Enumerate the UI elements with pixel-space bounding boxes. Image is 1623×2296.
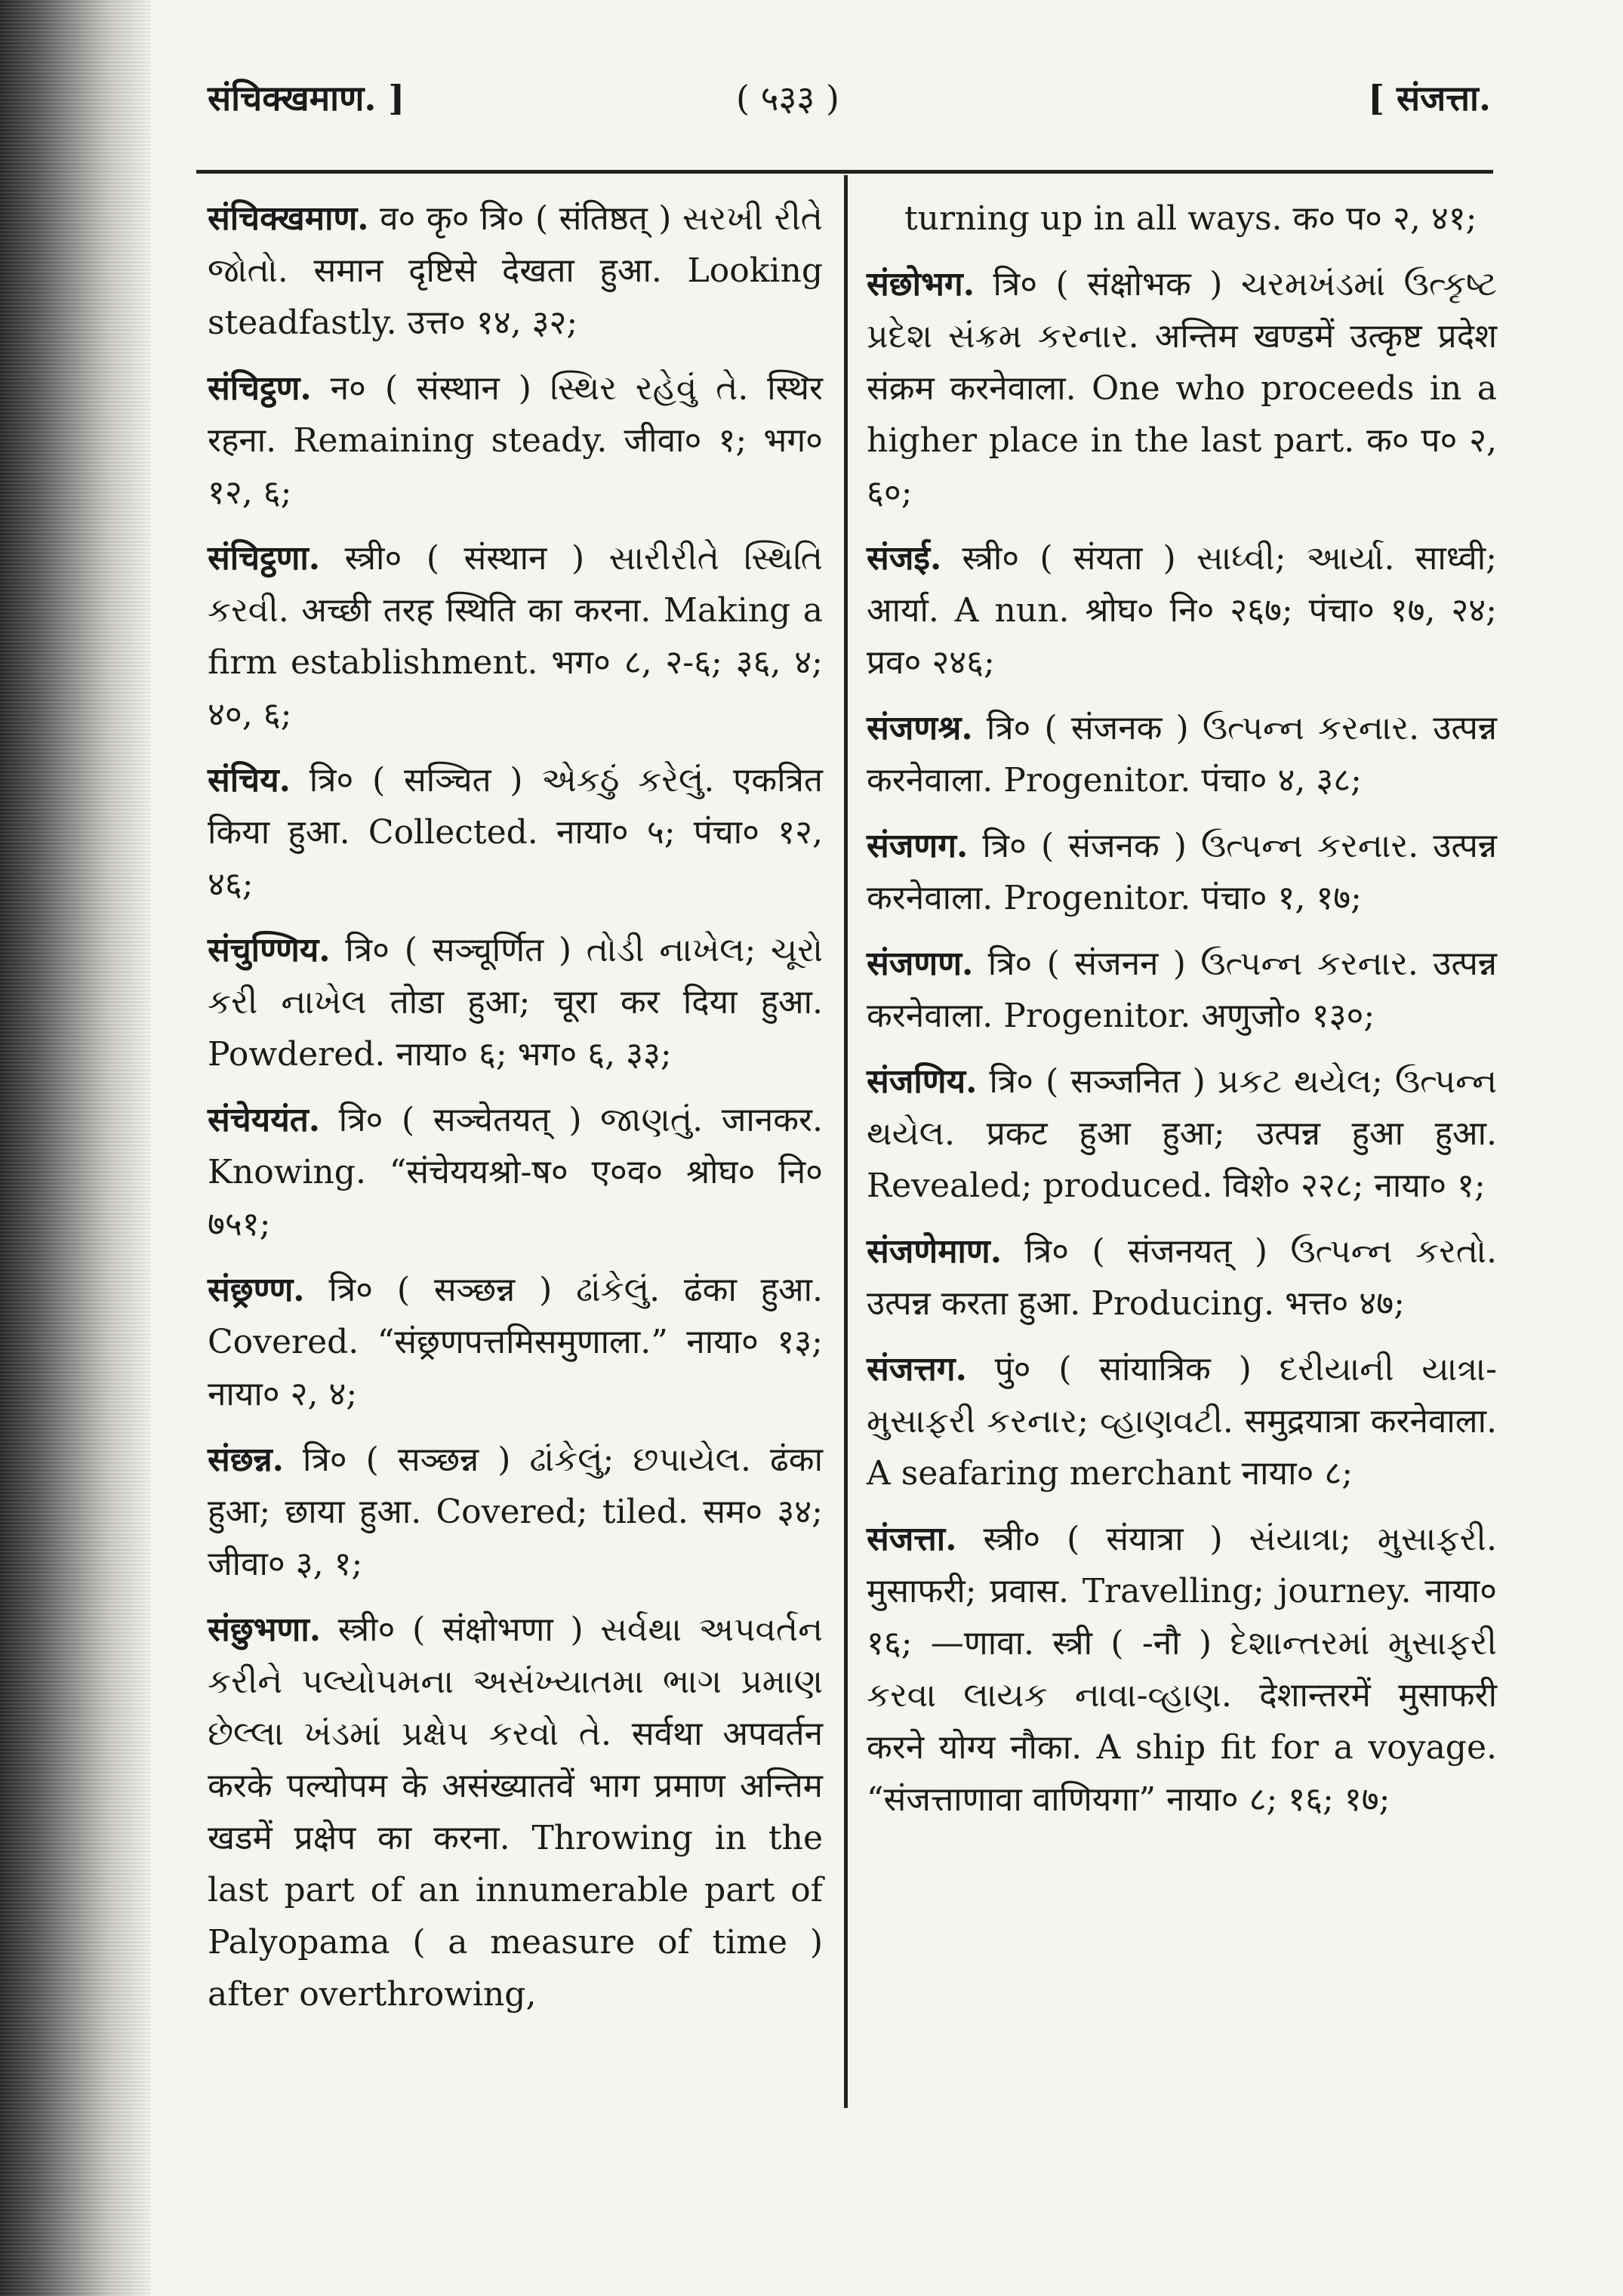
entry-headword: संजणग. [867, 827, 969, 865]
entry-headword: संचिय. [208, 761, 291, 800]
dictionary-entry [208, 1264, 823, 1420]
dictionary-entry [208, 1094, 823, 1250]
entry-headword: संचिट्ठणा. [208, 539, 321, 578]
dictionary-entry [867, 938, 1497, 1042]
dictionary-entry [208, 1604, 823, 2020]
dictionary-entry [208, 362, 823, 519]
entry-definition: स्त्री० ( संयता ) સાધ્વી; આર્યા. साध्वी; आर्या. A nun. श्रोघ० नि० २६७; पंचा० १७, २४; प्रव० २४६; [867, 539, 1497, 682]
entry-definition: त्रि० ( सञ्चूर्णित ) તોડી નાખેલ; ચૂરો કરી નાખેલ तोडा हुआ; चूरा कर दिया हुआ. Powdered. नाया० ६; भग० ६, ३३; [208, 931, 823, 1074]
entry-definition: त्रि० ( सञ्चित ) એકઠું કરેલું. एकत्रित किया हुआ. Collected. नाया० ५; पंचा० १२, ४६; [208, 761, 823, 904]
entry-headword: संजत्ता. [867, 1520, 957, 1558]
entry-headword: संचिक्खमाण. [208, 199, 369, 238]
entry-headword: संजणण. [867, 945, 974, 983]
entry-headword: संजत्तग. [867, 1350, 967, 1388]
entry-headword: संचेययंत. [208, 1101, 321, 1139]
dictionary-entry [208, 532, 823, 741]
entry-definition: त्रि० ( सञ्जनित ) પ્રકટ થયેલ; ઉત્પન્ન થયેલ. प्रकट हुआ हुआ; उत्पन्न हुआ हुआ. Revealed; produced. विशे० २२८; नाया० १; [867, 1062, 1497, 1205]
entry-definition: त्रि० ( संजनन ) ઉત્પન્ન કરનાર. उत्पन्न करनेवाला. Progenitor. अणुजो० १३०; [867, 945, 1497, 1035]
entry-definition: त्रि० ( संजनक ) ઉત્પન્ન કરનાર. उत्पन्न करनेवाला. Progenitor. पंचा० ४, ३८; [867, 709, 1497, 800]
dictionary-entry [867, 1513, 1497, 1826]
entry-headword: संजणेमाण. [867, 1232, 1002, 1271]
entry-definition: त्रि० ( संक्षोभक ) ચરમખંડમાં ઉત્કૃષ્ટ પ્રદેશ સંક્રમ કરનાર. अन्तिम खण्डमें उत्कृष्ट प्रदेश संक्रम करनेवाला. One who proceeds in a higher place in the last part. क० प० २, ६०; [867, 265, 1497, 512]
entry-headword: संजणिय. [867, 1062, 978, 1101]
entry-definition: न० ( संस्थान ) સ્થિર રહેવું તે. स्थिर रहना. Remaining steady. जीवा० १; भग० १२, ६; [208, 369, 823, 512]
dictionary-entry [867, 820, 1497, 924]
entry-headword: संछुभणा. [208, 1610, 322, 1649]
column-divider [844, 175, 848, 2108]
entry-continuation [867, 193, 1497, 245]
entry-definition: त्रि० ( संजनक ) ઉત્પન્ન કરનાર. उत्पन्न करनेवाला. Progenitor. पंचा० १, १७; [867, 827, 1497, 917]
dictionary-entry [208, 754, 823, 911]
entry-definition: त्रि० ( सञ्छन्न ) ઢાંકેલું. ढंका हुआ. Covered. “संछ्रणपत्तमिसमुणाला.” नाया० १३; नाया० २, ४; [208, 1271, 823, 1413]
entry-headword: संचुण्णिय. [208, 931, 331, 969]
entry-headword: संछन्न. [208, 1441, 284, 1479]
header-rule [196, 170, 1493, 174]
entry-definition: स्त्री० ( संस्थान ) સારીરીતે સ્થિતિ કરવી. अच्छी तरह स्थिति का करना. Making a firm establishment. भग० ८, २-६; ३६, ४; ४०, ६; [208, 539, 823, 734]
header-left-guideword: संचिक्खमाण. ] [208, 78, 405, 119]
dictionary-entry [867, 1225, 1497, 1330]
dictionary-entry [208, 1434, 823, 1590]
entry-headword: संछ्रण्ण. [208, 1271, 305, 1309]
dictionary-entry [867, 532, 1497, 689]
entry-definition: त्रि० ( सञ्चेतयत् ) જાણતું. जानकर. Knowing. “संचेययश्रो-ष० ए०व० श्रोघ० नि० ७५१; [208, 1101, 823, 1244]
entry-definition: पुं० ( सांयात्रिक ) દરીયાની યાત્રા-મુસાફરી કરનાર; વ્હાણવટી. समुद्रयात्रा करनेवाला. A seafaring merchant नाया० ८; [867, 1350, 1497, 1493]
entry-headword: संजणश्र. [867, 709, 973, 747]
dictionary-entry [867, 1343, 1497, 1499]
dictionary-entry [208, 924, 823, 1080]
entry-headword: संजई. [867, 539, 942, 578]
entry-definition: स्त्री० ( संयात्रा ) સંયાત્રા; મુસાફરી. मुसाफरी; प्रवास. Travelling; journey. नाया० १६; —णावा. स्त्री ( -नौ ) દેશાન્તરમાં મુસાફરી કરવા લાયક નાવા-વ્હાણ. देशान्तरमें मुसाफरी करने योग्य नौका. A ship fit for a voyage. “संजत्ताणावा वाणियगा” नाया० ८; १६; १७; [867, 1520, 1497, 1819]
entry-headword: संचिट्ठण. [208, 369, 312, 408]
header-page-number: ( ५३३ ) [736, 78, 839, 119]
page-gutter-texture [0, 0, 151, 2296]
page-header [208, 66, 1491, 119]
right-column [867, 193, 1497, 1839]
entry-definition: turning up in all ways. क० प० २, ४१; [904, 199, 1477, 238]
dictionary-entry [867, 702, 1497, 806]
entry-definition: व० कृ० त्रि० ( संतिष्ठत् ) સરખી રીતે જોતો. समान दृष्टिसे देखता हुआ. Looking steadfastly. उत्त० १४, ३२; [208, 199, 823, 342]
entry-headword: संछोभग. [867, 265, 975, 304]
header-right-guideword: [ संजत्ता. [1368, 78, 1491, 119]
dictionary-entry [208, 193, 823, 349]
entry-definition: त्रि० ( संजनयत् ) ઉત્પન્ન કરતો. उत्पन्न करता हुआ. Producing. भत्त० ४७; [867, 1232, 1497, 1323]
entry-definition: स्त्री० ( संक्षोभणा ) સર્વથા અપવર્તન કરીને પલ્યોપમના અસંખ્યાતમા ભાગ પ્રમાણ છેલ્લા ખંડમાં પ્રક્ષેપ કરવો તે. सर्वथा अपवर्तन करके पल्योपम के असंख्यातवें भाग प्रमाण अन्तिम खडमें प्रक्षेप का करना. Throwing in the last part of an innumerable part of Palyopama ( a measure of time ) after overthrowing, [208, 1610, 823, 2014]
dictionary-entry [867, 1056, 1497, 1212]
dictionary-entry [867, 258, 1497, 519]
left-column [208, 193, 823, 2034]
entry-definition: त्रि० ( सञ्छन्न ) ઢાંકેલું; છપાયેલ. ढंका हुआ; छाया हुआ. Covered; tiled. सम० ३४; जीवा० ३, १; [208, 1441, 823, 1583]
